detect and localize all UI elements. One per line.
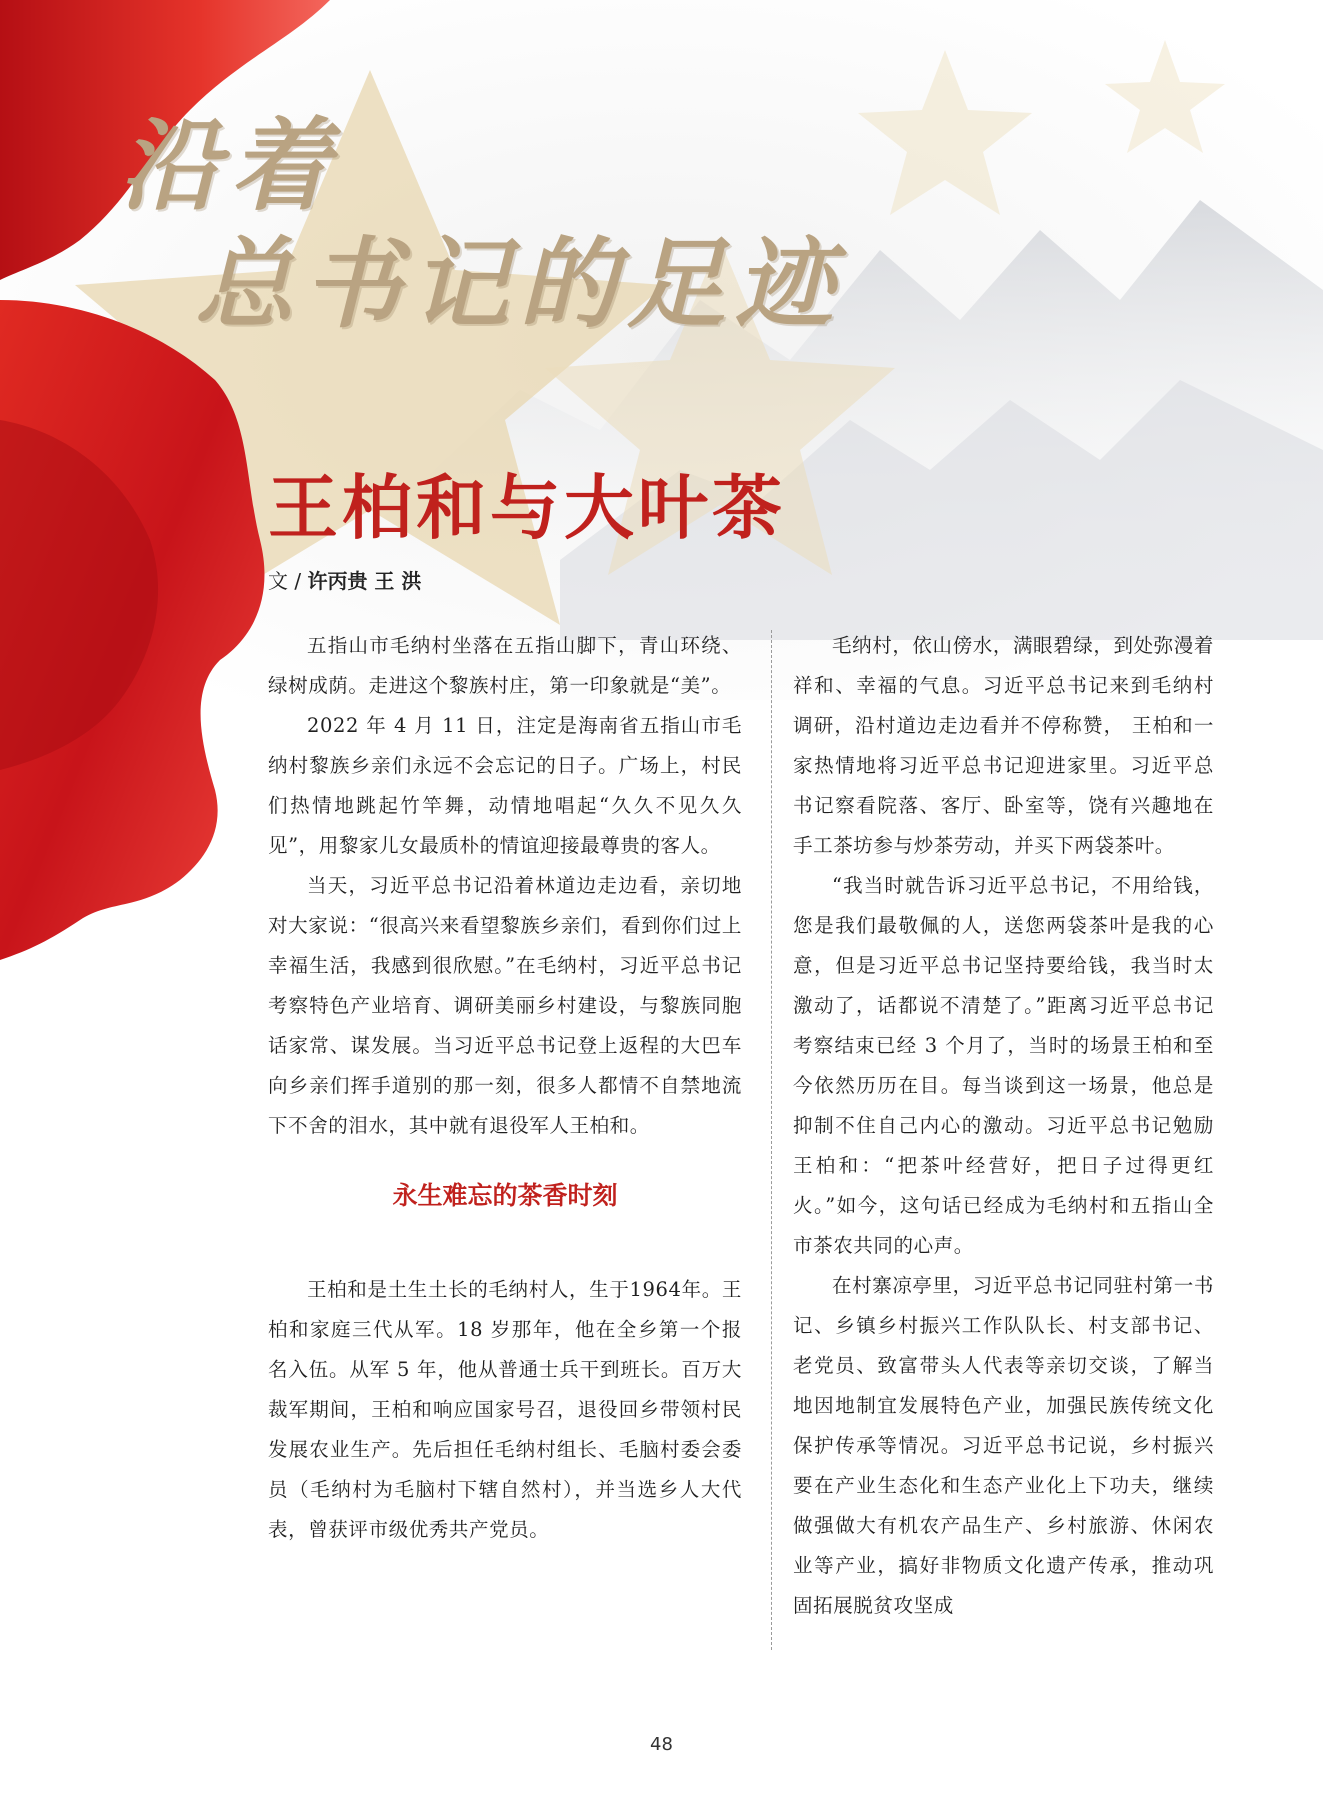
right-column bbox=[793, 626, 1214, 1626]
column-divider bbox=[771, 630, 772, 1650]
paragraph: “我当时就告诉习近平总书记，不用给钱，您是我们最敬佩的人，送您两袋茶叶是我的心意，但是习近平总书记坚持要给钱，我当时太激动了，话都说不清楚了。”距离习近平总书记考察结束已经 3 个月了，当时的场景王柏和至今依然历历在目。每当谈到这一场景，他总是抑制不住自己内心的激动。习近平总书记勉励王柏和：“把茶叶经营好，把日子过得更红火。”如今，这句话已经成为毛纳村和五指山全市茶农共同的心声。 bbox=[793, 874, 1214, 1257]
left-column bbox=[268, 626, 742, 1550]
byline-authors: 许丙贵 王 洪 bbox=[307, 569, 422, 593]
section-subheading: 永生难忘的茶香时刻 bbox=[392, 1181, 618, 1210]
byline bbox=[268, 566, 421, 596]
paragraph: 在村寨凉亭里，习近平总书记同驻村第一书记、乡镇乡村振兴工作队队长、村支部书记、老党员、致富带头人代表等亲切交谈，了解当地因地制宜发展特色产业，加强民族传统文化保护传承等情况。习近平总书记说，乡村振兴要在产业生态化和生态产业化上下功夫，继续做强做大有机农产品生产、乡村旅游、休闲农业等产业，搞好非物质文化遗产传承，推动巩固拓展脱贫攻坚成 bbox=[793, 1274, 1214, 1617]
series-title-line1: 沿着 bbox=[120, 106, 340, 224]
paragraph: 当天，习近平总书记沿着林道边走边看，亲切地对大家说：“很高兴来看望黎族乡亲们，看到你们过上幸福生活，我感到很欣慰。”在毛纳村，习近平总书记考察特色产业培育、调研美丽乡村建设，与黎族同胞话家常、谋发展。当习近平总书记登上返程的大巴车向乡亲们挥手道别的那一刻，很多人都情不自禁地流下不舍的泪水，其中就有退役军人王柏和。 bbox=[268, 874, 742, 1137]
paragraph: 2022 年 4 月 11 日，注定是海南省五指山市毛纳村黎族乡亲们永远不会忘记的日子。广场上，村民们热情地跳起竹竿舞，动情地唱起“久久不见久久见”，用黎家儿女最质朴的情谊迎接最尊贵的客人。 bbox=[268, 714, 742, 857]
paragraph: 五指山市毛纳村坐落在五指山脚下，青山环绕、绿树成荫。走进这个黎族村庄，第一印象就是“美”。 bbox=[268, 634, 742, 697]
paragraph: 毛纳村，依山傍水，满眼碧绿，到处弥漫着祥和、幸福的气息。习近平总书记来到毛纳村调研，沿村道边走边看并不停称赞， 王柏和一家热情地将习近平总书记迎进家里。习近平总书记察看院落、客厅、卧室等，饶有兴趣地在手工茶坊参与炒茶劳动，并买下两袋茶叶。 bbox=[793, 634, 1214, 857]
series-title-line2: 总书记的足迹 bbox=[195, 227, 844, 342]
article-title: 王柏和与大叶茶 bbox=[268, 467, 786, 549]
byline-prefix: 文 / bbox=[268, 569, 308, 593]
paragraph: 王柏和是土生土长的毛纳村人，生于1964年。王柏和家庭三代从军。18 岁那年，他在全乡第一个报名入伍。从军 5 年，他从普通士兵干到班长。百万大裁军期间，王柏和响应国家号召，退役回乡带领村民发展农业生产。先后担任毛纳村组长、毛脑村委会委员（毛纳村为毛脑村下辖自然村），并当选乡人大代表，曾获评市级优秀共产党员。 bbox=[268, 1278, 742, 1541]
page-number: 48 bbox=[650, 1734, 673, 1755]
